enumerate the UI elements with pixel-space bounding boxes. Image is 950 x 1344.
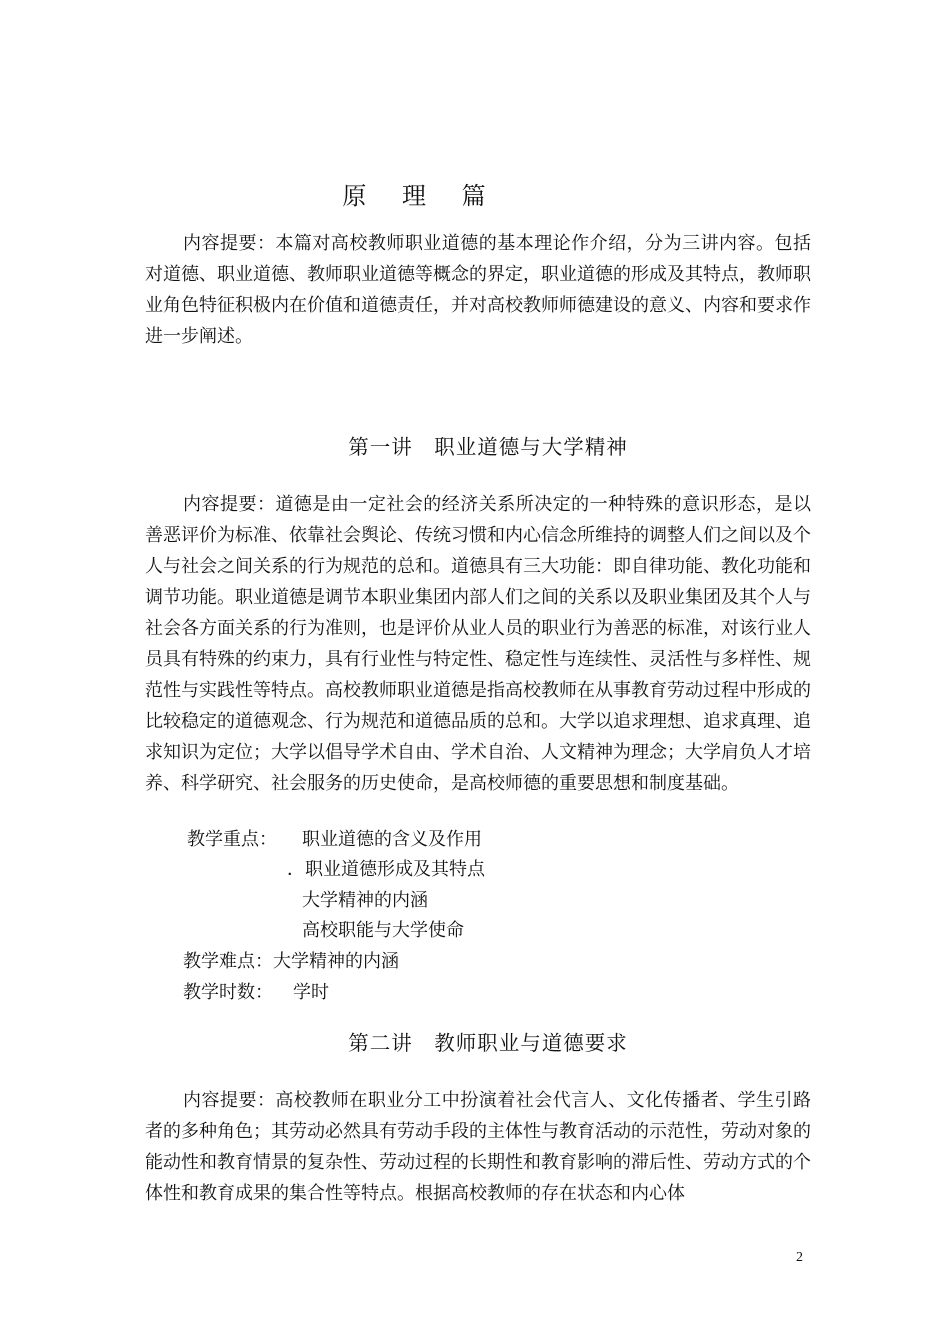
- key-point-item: 大学精神的内涵: [302, 890, 428, 911]
- difficulty-value: 大学精神的内涵: [273, 951, 399, 972]
- page-number: 2: [796, 1250, 803, 1265]
- key-point-item: 职业道德的含义及作用: [302, 829, 482, 850]
- key-point-item: 高校职能与大学使命: [302, 920, 464, 941]
- hours-value: 学时: [293, 982, 329, 1003]
- key-points-label: 教学重点：: [187, 829, 277, 850]
- difficulty-label: 教学难点：: [183, 951, 273, 972]
- lecture-1-title: 第一讲 职业道德与大学精神: [348, 435, 628, 459]
- key-point-item: ．职业道德形成及其特点: [287, 859, 485, 880]
- hours-label: 教学时数：: [183, 982, 273, 1003]
- part-title: 原 理 篇: [342, 182, 500, 211]
- lecture-2-title: 第二讲 教师职业与道德要求: [348, 1031, 628, 1055]
- lecture-2-summary: 内容提要：高校教师在职业分工中扮演着社会代言人、文化传播者、学生引路者的多种角色；其劳动必然具有劳动手段的主体性与教育活动的示范性，劳动对象的能动性和教育情景的复杂性、劳动过程的长期性和教育影响的滞后性、劳动方式的个体性和教育成果的集合性等特点。根据高校教师的存在状态和内心体: [145, 1090, 811, 1204]
- part-summary: 内容提要：本篇对高校教师职业道德的基本理论作介绍，分为三讲内容。包括对道德、职业道德、教师职业道德等概念的界定，职业道德的形成及其特点，教师职业角色特征积极内在价值和道德责任，并对高校教师师德建设的意义、内容和要求作进一步阐述。: [145, 233, 811, 347]
- lecture-1-summary: 内容提要：道德是由一定社会的经济关系所决定的一种特殊的意识形态，是以善恶评价为标准、依靠社会舆论、传统习惯和内心信念所维持的调整人们之间以及个人与社会之间关系的行为规范的总和。道德具有三大功能：即自律功能、教化功能和调节功能。职业道德是调节本职业集团内部人们之间的关系以及职业集团及其个人与社会各方面关系的行为准则，也是评价从业人员的职业行为善恶的标准，对该行业人员具有特殊的约束力，具有行业性与特定性、稳定性与连续性、灵活性与多样性、规范性与实践性等特点。高校教师职业道德是指高校教师在从事教育劳动过程中形成的比较稳定的道德观念、行为规范和道德品质的总和。大学以追求理想、追求真理、追求知识为定位；大学以倡导学术自由、学术自治、人文精神为理念；大学肩负人才培养、科学研究、社会服务的历史使命，是高校师德的重要思想和制度基础。: [145, 494, 811, 794]
